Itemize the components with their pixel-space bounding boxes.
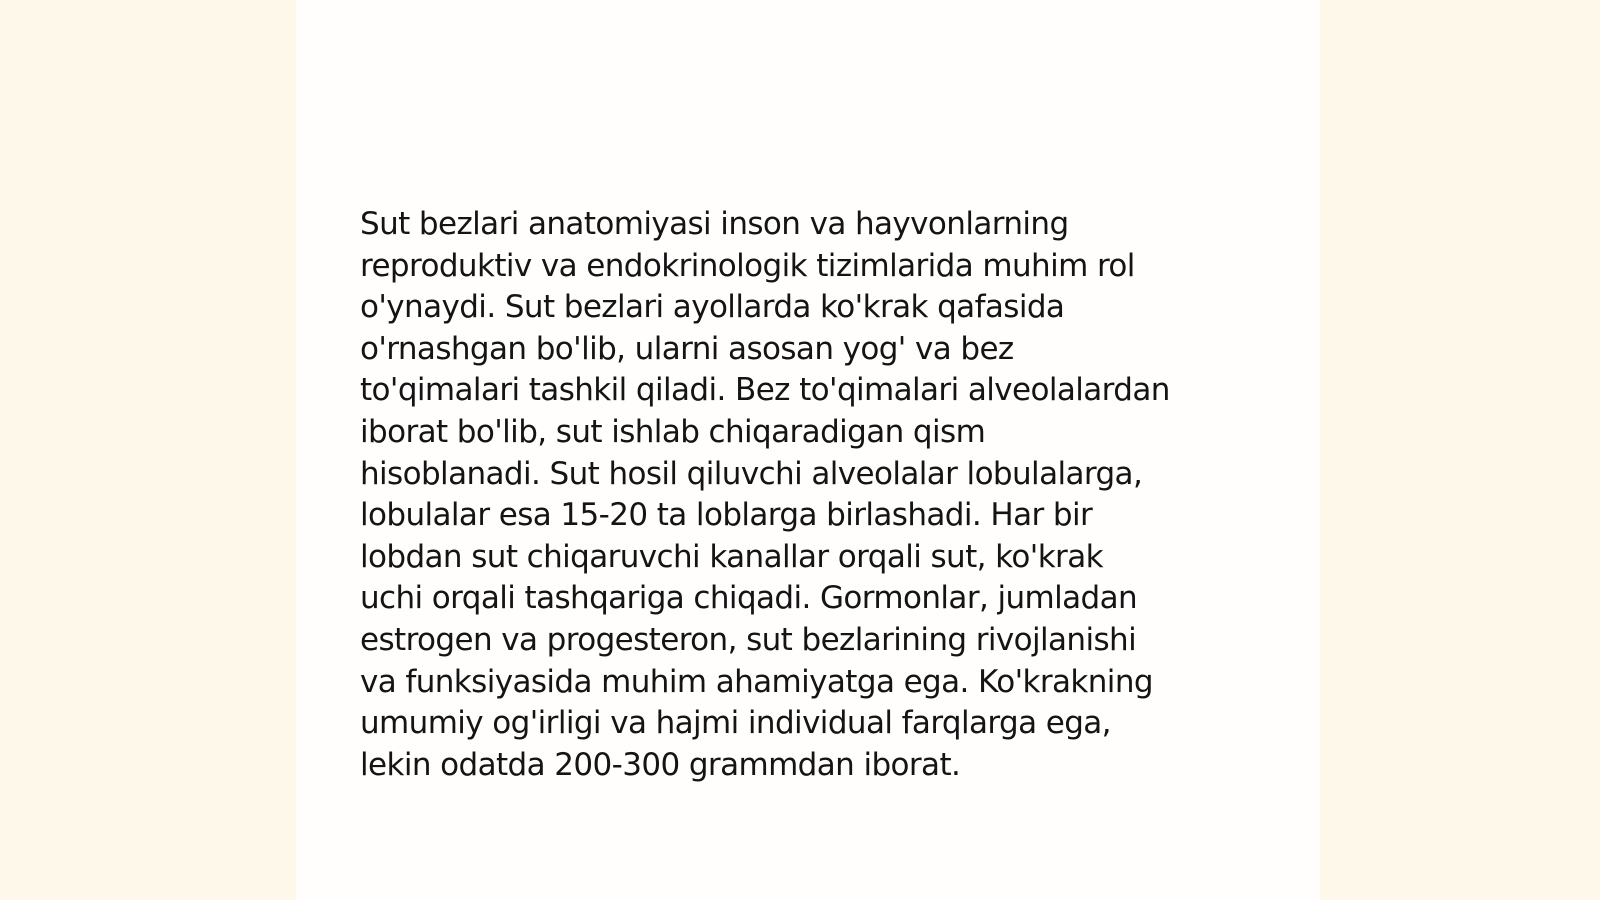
paragraph-line: va funksiyasida muhim ahamiyatga ega. Ko'krakning: [360, 663, 1153, 700]
paragraph-line: to'qimalari tashkil qiladi. Bez to'qimalari alveolalardan: [360, 372, 1170, 409]
paragraph-line: umumiy og'irligi va hajmi individual farqlarga ega,: [360, 705, 1111, 742]
paragraph-line: lekin odatda 200-300 grammdan iborat.: [360, 746, 961, 783]
paragraph-line: lobdan sut chiqaruvchi kanallar orqali sut, ko'krak: [360, 538, 1103, 575]
paragraph-line: lobulalar esa 15-20 ta loblarga birlashadi. Har bir: [360, 497, 1093, 534]
paragraph-line: o'rnashgan bo'lib, ularni asosan yog' va bez: [360, 330, 1014, 367]
paragraph-line: Sut bezlari anatomiyasi inson va hayvonlarning: [360, 206, 1069, 242]
paragraph-line: uchi orqali tashqariga chiqadi. Gormonlar, jumladan: [360, 580, 1138, 617]
paragraph-line: hisoblanadi. Sut hosil qiluvchi alveolalar lobulalarga,: [360, 455, 1143, 492]
paragraph-line: estrogen va progesteron, sut bezlarining rivojlanishi: [360, 621, 1137, 658]
paragraph-line: reproduktiv va endokrinologik tizimlarida muhim rol: [360, 247, 1135, 284]
body-paragraph: [360, 204, 1260, 786]
document-page: [296, 0, 1320, 900]
paragraph-line: o'ynaydi. Sut bezlari ayollarda ko'krak qafasida: [360, 289, 1065, 326]
paragraph-line: iborat bo'lib, sut ishlab chiqaradigan qism: [360, 413, 986, 450]
